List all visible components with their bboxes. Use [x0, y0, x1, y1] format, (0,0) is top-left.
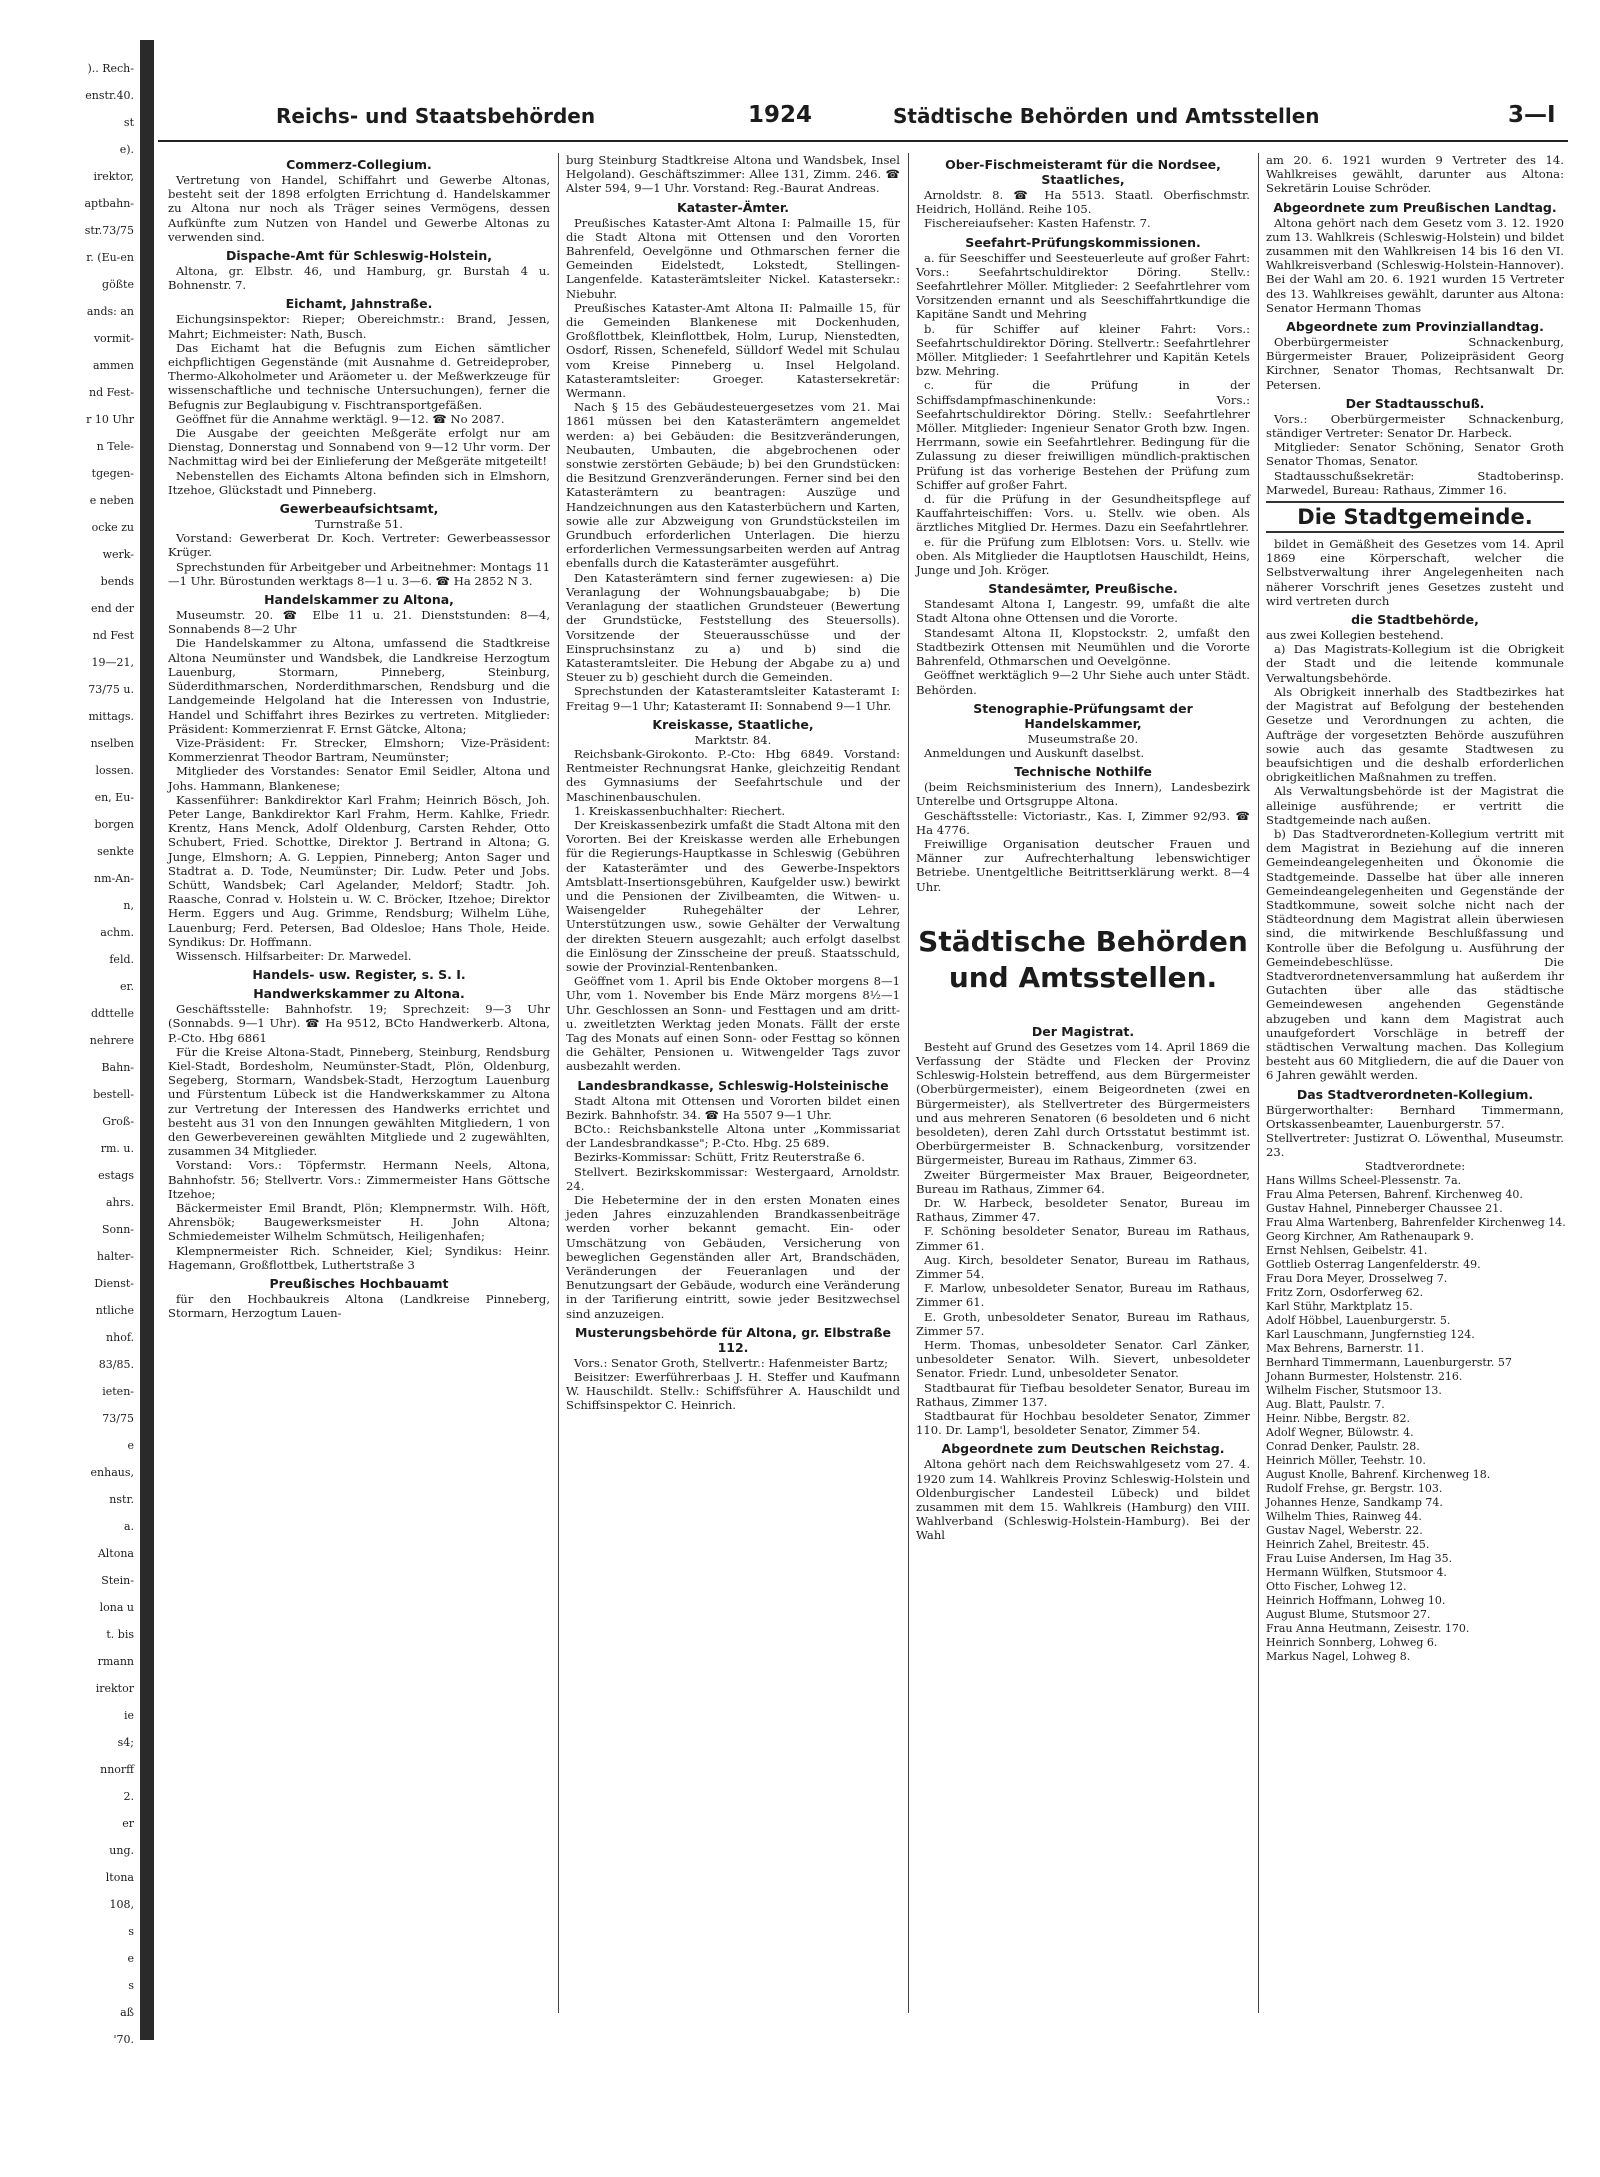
paragraph: Oberbürgermeister Schnackenburg, Bürgermeister Brauer, Polizeipräsident Georg Kirchner, Senator Thomas, Rechtsanwalt Dr. Petersen.: [1266, 335, 1564, 392]
section-heading: Preußisches Hochbauamt: [269, 1276, 449, 1292]
fragment-line: lossen.: [95, 764, 134, 777]
paragraph: Geöffnet vom 1. April bis Ende Oktober morgens 8—1 Uhr, vom 1. November bis Ende März morgens 8½—1 Uhr. Geschlossen an Sonn- und Festtagen und am dritt- u. zweitletzten Werktag jeden Monats. Fällt der erste Tag des Monats auf einen Sonn- oder Festtag so können die Gehälter, Pensionen u. Witwengelder Tags zuvor ausbezahlt werden.: [566, 974, 900, 1074]
list-item: Gottlieb Osterrag Langenfelderstr. 49.: [1266, 1257, 1481, 1271]
paragraph: Freiwillige Organisation deutscher Frauen und Männer zur Aufrechterhaltung lebenswichtiger Betriebe. Unentgeltliche Beitrittserklärung werkt. 8—4 Uhr.: [916, 836, 1250, 894]
paragraph: Besteht auf Grund des Gesetzes vom 14. April 1869 die Verfassung der Städte und Flecken der Provinz Schleswig-Holstein betreffend, aus dem Bürgermeister (Oberbürgermeister), einem Beigeordneten (zwei en Bürgermeister), als Stellvertreter des Bürgermeisters und aus mehreren Senatoren (6 besoldeten und 6 nicht besoldeten), deren Zahl durch Ortsstatut bestimmt ist. Oberbürgermeister B. Schnackenburg, vorsitzender Bürgermeister, Bureau im Rathaus, Zimmer 63.: [916, 1039, 1250, 1168]
fragment-line: nd Fest-: [89, 386, 134, 399]
section-heading: Standesämter, Preußische.: [988, 581, 1178, 597]
paragraph: Standesamt Altona II, Klopstockstr. 2, umfaßt den Stadtbezirk Ottensen mit Neumühlen und die Vororte Bahrenfeld, Othmarschen und Oevelgönne.: [916, 625, 1250, 669]
list-item: Markus Nagel, Lohweg 8.: [1266, 1649, 1411, 1663]
fragment-line: n,: [123, 899, 134, 912]
paragraph: Nach § 15 des Gebäudesteuergesetzes vom 21. Mai 1861 müssen bei den Katasterämtern angemeldet werden: a) bei Gebäuden: die Besitzveränderungen, Neubauten, Umbauten, die abgebrochenen oder sonstwie zerstörten Gebäude; b) bei den Grundstücken: die Besitzund Grenzveränderungen. Ferner sind bei den Katasterämtern zu beantragen: Auszüge und Handzeichnungen aus den Katasterbüchern und Karten, sowie alle zur Abzweigung von Grundstücksteilen im Grundbuch erforderlichen Unterlagen. Die hierzu erforderlichen Vermessungsarbeiten werden auf Antrag ebenfalls durch die Katasterämter ausgeführt.: [566, 400, 900, 571]
paragraph: 1. Kreiskassenbuchhalter: Riechert.: [574, 803, 786, 818]
paragraph: Mitglieder des Vorstandes: Senator Emil Seidler, Altona und Johs. Hammann, Blankenese;: [168, 764, 550, 793]
paragraph: e. für die Prüfung zum Elblotsen: Vors. u. Stellv. wie oben. Als Mitglieder die Hauptlotsen Hauschildt, Heins, Junge und Joh. Kröger.: [916, 534, 1250, 578]
fragment-line: ).. Rech-: [87, 62, 134, 75]
list-item: Gustav Nagel, Weberstr. 22.: [1266, 1523, 1423, 1537]
fragment-line: nselben: [90, 737, 134, 750]
fragment-line: senkte: [97, 845, 134, 858]
list-item: August Knolle, Bahrenf. Kirchenweg 18.: [1266, 1467, 1491, 1481]
fragment-line: s: [128, 1979, 134, 1992]
section-heading: Handelskammer zu Altona,: [264, 592, 454, 608]
list-item: Rudolf Frehse, gr. Bergstr. 103.: [1266, 1481, 1443, 1495]
fragment-line: bestell-: [93, 1088, 134, 1101]
fragment-line: e).: [119, 143, 134, 156]
list-item: Frau Dora Meyer, Drosselweg 7.: [1266, 1271, 1448, 1285]
paragraph: Vorstand: Gewerberat Dr. Koch. Vertreter: Gewerbeassessor Krüger.: [168, 531, 550, 560]
fragment-line: tgegen-: [91, 467, 134, 480]
list-item: Adolf Wegner, Bülowstr. 4.: [1266, 1425, 1414, 1439]
paragraph: Preußisches Kataster-Amt Altona I: Palmaille 15, für die Stadt Altona mit Ottensen und den Vororten Bahrenfeld, Oevelgönne und Othmarschen ferner die Gemeinden Eidelstedt, Lokstedt, Stellingen-Langenfelde. Katasterämtsleiter Nickel. Katastersekr.: Niebuhr.: [566, 215, 900, 301]
fragment-line: 108,: [109, 1898, 134, 1911]
paragraph: Als Verwaltungsbehörde ist der Magistrat die alleinige ausführende; er vertritt die Stadtgemeinde nach außen.: [1266, 784, 1564, 827]
fragment-line: a.: [123, 1520, 134, 1533]
paragraph: Bezirks-Kommissar: Schütt, Fritz Reuterstraße 6.: [574, 1150, 865, 1165]
fragment-line: e: [127, 1439, 134, 1452]
header-left: Reichs- und Staatsbehörden: [276, 104, 596, 128]
list-item: Fritz Zorn, Osdorferweg 62.: [1266, 1285, 1424, 1299]
fragment-line: werk-: [102, 548, 134, 561]
paragraph: burg Steinburg Stadtkreise Altona und Wandsbek, Insel Helgoland). Geschäftszimmer: Allee 131, Zimm. 246. ☎ Alster 594, 9—1 Uhr. Vorstand: Reg.-Baurat Andreas.: [566, 153, 900, 196]
fragment-line: en, Eu-: [94, 791, 134, 804]
fragment-line: ieten-: [102, 1385, 134, 1398]
list-item: Frau Luise Andersen, Im Hag 35.: [1266, 1551, 1453, 1565]
paragraph: Aug. Kirch, besoldeter Senator, Bureau im Rathaus, Zimmer 54.: [916, 1252, 1250, 1281]
paragraph: Preußisches Kataster-Amt Altona II: Palmaille 15, für die Gemeinden Blankenese mit Dockenhuden, Großflottbek, Kleinflottbek, Holm, Lurup, Nienstedten, Osdorf, Rissen, Schenefeld, Sülldorf Wedel mit Schulau vom Kreise Pinneberg u. Insel Helgoland. Katasteramtsleiter: Groeger. Katastersekretär: Wermann.: [566, 300, 900, 401]
fragment-line: ltona: [105, 1871, 134, 1884]
section-heading: Gewerbeaufsichtsamt,: [279, 501, 439, 517]
margin-fragments: [0, 55, 140, 2053]
list-item: Heinr. Nibbe, Bergstr. 82.: [1266, 1411, 1410, 1425]
fragment-line: aptbahn-: [84, 197, 134, 210]
paragraph: für den Hochbaukreis Altona (Landkreise Pinneberg, Stormarn, Herzogtum Lauen-: [168, 1292, 550, 1321]
paragraph: Altona gehört nach dem Reichswahlgesetz vom 27. 4. 1920 zum 14. Wahlkreis Provinz Schleswig-Holstein und Oldenburgischer Landesteil Lübeck) und bildet zusammen mit dem 15. Wahlkreis (Hamburg) den VIII. Wahlverband (Schleswig-Holstein-Hamburg). Bei der Wahl: [916, 1457, 1250, 1543]
section-heading: Der Stadtausschuß.: [1345, 395, 1485, 411]
fragment-line: ie: [123, 1709, 134, 1722]
fragment-line: bends: [100, 575, 134, 588]
fragment-line: 73/75 u.: [88, 683, 134, 696]
paragraph: Sprechstunden der Katasteramtsleiter Katasteramt I: Freitag 9—1 Uhr; Katasteramt II: Sonnabend 9—1 Uhr.: [566, 684, 900, 713]
section-heading: Seefahrt-Prüfungskommissionen.: [965, 234, 1201, 250]
fragment-line: ammen: [92, 359, 134, 372]
column-1: [168, 153, 550, 2013]
list-item: Wilhelm Fischer, Stutsmoor 13.: [1266, 1383, 1442, 1397]
paragraph: b) Das Stadtverordneten-Kollegium vertritt mit dem Magistrat in Beziehung auf die inneren Gemeindeangelegenheiten und Ökonomie die Stadtgemeinde. Dasselbe hat über alle inneren Gemeindeangelegenheiten und Gegenstände der Stadtkommune, soweit solche nicht nach der Städteordnung dem Magistrat allein überwiesen sind, die mitwirkende Beschlußfassung und Kontrolle über die Befolgung u. Ausführung der Gemeindebeschlüsse. Die Stadtverordnetenversammlung hat außerdem ihr Gutachten über alle das städtische Gemeindewesen angehenden Gegenstände abzugeben und kann dem Magistrat auch unaufgefordert Vorschläge in betreff der städtischen Verwaltung machen. Das Kollegium besteht aus 60 Mitgliedern, die auf die Dauer von 6 Jahren gewählt werden.: [1266, 826, 1564, 1083]
fragment-line: vormit-: [93, 332, 134, 345]
fragment-line: enhaus,: [90, 1466, 134, 1479]
section-heading: Stenographie-Prüfungsamt der Handelskammer,: [973, 700, 1193, 731]
column-divider: [1258, 153, 1259, 2013]
paragraph: Reichsbank-Girokonto. P.-Cto: Hbg 6849. Vorstand: Rentmeister Rechnungsrat Hanke, gleichzeitig Rendant des Gymnasiums der Seefahrtschule und der Maschinenbauschulen.: [566, 746, 900, 804]
section-heading: Eichamt, Jahnstraße.: [285, 296, 433, 312]
paragraph: am 20. 6. 1921 wurden 9 Vertreter des 14. Wahlkreises gewählt, darunter aus Altona: Sekretärin Louise Schröder.: [1266, 153, 1564, 196]
fragment-line: 2.: [123, 1790, 134, 1803]
fragment-line: nstr.: [109, 1493, 134, 1506]
fragment-line: achm.: [100, 926, 134, 939]
section-heading: Abgeordnete zum Provinziallandtag.: [1286, 319, 1544, 335]
fragment-line: ahrs.: [105, 1196, 134, 1209]
boxed-section-title: Die Stadtgemeinde.: [1266, 501, 1564, 533]
section-heading: Dispache-Amt für Schleswig-Holstein,: [226, 248, 492, 264]
page-number: 3—I: [1508, 102, 1556, 128]
fragment-line: r. (Eu-en: [86, 251, 134, 264]
paragraph: Herm. Thomas, unbesoldeter Senator. Carl Zänker, unbesoldeter Senator. Wilh. Sievert, unbesoldeter Senator. Friedr. Lund, unbesoldeter Senator.: [916, 1338, 1250, 1381]
paragraph: Geöffnet werktäglich 9—2 Uhr Siehe auch unter Städt. Behörden.: [916, 668, 1250, 697]
paragraph: Vors.: Oberbürgermeister Schnackenburg, ständiger Vertreter: Senator Dr. Harbeck.: [1266, 411, 1564, 441]
fragment-line: ddttelle: [91, 1007, 134, 1020]
paragraph: Dr. W. Harbeck, besoldeter Senator, Bureau im Rathaus, Zimmer 47.: [916, 1195, 1250, 1225]
fragment-line: ung.: [109, 1844, 134, 1857]
fragment-line: rm. u.: [100, 1142, 134, 1155]
paragraph: b. für Schiffer auf kleiner Fahrt: Vors.: Seefahrtschuldirektor Döring. Stellvertr.: Seefahrtlehrer Möller. Mitglieder: 1 Seefahrtlehrer und Kapitän Ketels bzw. Mehring.: [916, 321, 1250, 379]
list-item: Gustav Hahnel, Pinneberger Chaussee 21.: [1266, 1201, 1503, 1215]
section-heading: Kataster-Ämter.: [676, 199, 790, 215]
fragment-line: feld.: [109, 953, 134, 966]
section-heading: Commerz-Collegium.: [286, 157, 432, 172]
fragment-line: nnorff: [100, 1763, 134, 1776]
fragment-line: er.: [119, 980, 134, 993]
list-item: Georg Kirchner, Am Rathenaupark 9.: [1266, 1229, 1474, 1243]
list-item: August Blume, Stutsmoor 27.: [1266, 1607, 1431, 1621]
list-item: Karl Lauschmann, Jungfernstieg 124.: [1266, 1327, 1475, 1341]
paragraph: Sprechstunden für Arbeitgeber und Arbeitnehmer: Montags 11—1 Uhr. Bürostunden werktags 8—1 u. 3—6. ☎ Ha 2852 N 3.: [168, 559, 550, 588]
list-item: Johann Burmester, Holstenstr. 216.: [1266, 1369, 1463, 1383]
paragraph: Eichungsinspektor: Rieper; Obereichmstr.: Brand, Jessen, Mahrt; Eichmeister: Nath, Busch.: [168, 312, 550, 341]
paragraph: Fischereiaufseher: Kasten Hafenstr. 7.: [924, 216, 1151, 231]
paragraph: Das Eichamt hat die Befugnis zum Eichen sämtlicher eichpflichtigen Gegenstände (mit Ausnahme d. Getreideprober, Thermo-Alkoholmeter und Aräometer u. der Meßwerkzeuge für wissenschaftliche und technische Untersuchungen), ferner die Befugnis zur Beglaubigung v. Fischtransportgefäßen.: [168, 340, 550, 412]
paragraph: c. für die Prüfung in der Schiffsdampfmaschinenkunde: Vors.: Seefahrtschuldirektor Döring. Stellv.: Seefahrtlehrer Möller. Mitglieder: Ingenieur Senator Groth bzw. Ingen. Herrmann, sowie ein Seefahrtlehrer. Bedingung für die Zulassung zu dieser freiwilligen mündlich-praktischen Prüfung ist das vorherige Bestehen der Prüfung zum Schiffer auf großer Fahrt.: [916, 378, 1250, 492]
paragraph: Beisitzer: Ewerführerbaas J. H. Steffer und Kaufmann W. Hauschildt. Stellv.: Schiffsführer A. Hauschildt und Schiffsinspektor C. Heinrich.: [566, 1370, 900, 1413]
section-heading: Das Stadtverordneten-Kollegium.: [1296, 1086, 1534, 1102]
section-heading: Musterungsbehörde für Altona, gr. Elbstraße 112.: [575, 1324, 891, 1355]
paragraph: Anmeldungen und Auskunft daselbst.: [924, 745, 1145, 760]
fragment-line: lona u: [99, 1601, 134, 1614]
paragraph: Stadtbaurat für Hochbau besoldeter Senator, Zimmer 110. Dr. Lamp'l, besoldeter Senator, Zimmer 54.: [916, 1409, 1250, 1438]
fragment-line: nd Fest: [92, 629, 134, 642]
fragment-line: 19—21,: [91, 656, 134, 669]
list-item: Max Behrens, Barnerstr. 11.: [1266, 1341, 1425, 1355]
list-item: Conrad Denker, Paulstr. 28.: [1266, 1439, 1420, 1453]
section-heading: Handwerkskammer zu Altona.: [253, 986, 465, 1002]
section-heading: Kreiskasse, Staatliche,: [652, 716, 814, 732]
paragraph: E. Groth, unbesoldeter Senator, Bureau im Rathaus, Zimmer 57.: [916, 1309, 1250, 1338]
list-item: Frau Alma Petersen, Bahrenf. Kirchenweg 40.: [1266, 1187, 1523, 1201]
paragraph: bildet in Gemäßheit des Gesetzes vom 14. April 1869 eine Körperschaft, welcher die Selbstverwaltung ihrer Angelegenheiten nach näherer Vorschrift jenes Gesetzes zusteht und wird vertreten durch: [1266, 537, 1564, 608]
page-gutter: [140, 40, 154, 2040]
paragraph: Vertretung von Handel, Schiffahrt und Gewerbe Altonas, besteht seit der 1898 erfolgten Errichtung d. Handelskammer zu Altona nur noch als Träger seines Vermögens, dessen Aufkünfte zum Nutzen von Handel und Gewerbe Altonas zu verwenden sind.: [168, 173, 550, 244]
fragment-line: e: [127, 1952, 134, 1965]
centered-line: Museumstraße 20.: [1027, 731, 1139, 746]
list-item: Frau Alma Wartenberg, Bahrenfelder Kirchenweg 14.: [1266, 1215, 1566, 1229]
fragment-line: str.73/75: [84, 224, 134, 237]
list-item: Bernhard Timmermann, Lauenburgerstr. 57: [1266, 1355, 1512, 1369]
fragment-line: Altona: [97, 1547, 134, 1560]
fragment-line: t. bis: [106, 1628, 134, 1641]
paragraph: Bürgerworthalter: Bernhard Timmermann, Ortskassenbeamter, Lauenburgerstr. 57.: [1266, 1102, 1564, 1131]
list-item: Heinrich Sonnberg, Lohweg 6.: [1266, 1635, 1438, 1649]
fragment-line: Groß-: [102, 1115, 134, 1128]
paragraph: Stadtausschußsekretär: Stadtoberinsp. Marwedel, Bureau: Rathaus, Zimmer 16.: [1266, 468, 1564, 497]
fragment-line: borgen: [94, 818, 134, 831]
paragraph: Die Ausgabe der geeichten Meßgeräte erfolgt nur am Dienstag, Donnerstag und Sonnabend von 9—12 Uhr vorm. Der Nachmittag wird bei der Einlieferung der Meßgeräte mitgeteilt!: [168, 426, 550, 469]
directory-page: [158, 55, 1568, 2035]
fragment-line: ocke zu: [91, 521, 134, 534]
paragraph: Nebenstellen des Eichamts Altona befinden sich in Elmshorn, Itzehoe, Glückstadt und Pinneberg.: [168, 468, 550, 497]
list-item: Otto Fischer, Lohweg 12.: [1266, 1579, 1407, 1593]
column-4: [1266, 153, 1564, 2013]
fragment-line: ands: an: [86, 305, 134, 318]
fragment-line: s4;: [117, 1736, 134, 1749]
header-right: Städtische Behörden und Amtsstellen: [893, 104, 1320, 128]
list-item: Karl Stühr, Marktplatz 15.: [1266, 1299, 1413, 1313]
paragraph: Stadt Altona mit Ottensen und Vororten bildet einen Bezirk. Bahnhofstr. 34. ☎ Ha 5507 9—1 Uhr.: [566, 1093, 900, 1122]
paragraph: Stellvertreter: Justizrat O. Löwenthal, Museumstr. 23.: [1266, 1130, 1564, 1160]
fragment-line: Dienst-: [94, 1277, 134, 1290]
fragment-line: irektor: [95, 1682, 134, 1695]
column-3: [916, 153, 1250, 2013]
column-divider: [908, 153, 909, 2013]
fragment-line: nhof.: [106, 1331, 134, 1344]
list-item: Ernst Nehlsen, Geibelstr. 41.: [1266, 1243, 1428, 1257]
fragment-line: irektor,: [93, 170, 134, 183]
paragraph: Klempnermeister Rich. Schneider, Kiel; Syndikus: Heinr. Hagemann, Großflottbek, Luthertstraße 3: [168, 1243, 550, 1272]
fragment-line: st: [123, 116, 134, 129]
fragment-line: er: [122, 1817, 134, 1830]
fragment-line: ntliche: [95, 1304, 134, 1317]
fragment-line: estags: [98, 1169, 134, 1182]
paragraph: aus zwei Kollegien bestehend.: [1266, 628, 1444, 643]
column-2: [566, 153, 900, 2013]
paragraph: Geschäftsstelle: Victoriastr., Kas. I, Zimmer 92/93. ☎ Ha 4776.: [916, 808, 1250, 837]
paragraph: Vize-Präsident: Fr. Strecker, Elmshorn; Vize-Präsident: Kommerzienrat Theodor Bartram, Neumünster;: [168, 735, 550, 765]
list-item: Aug. Blatt, Paulstr. 7.: [1266, 1397, 1385, 1411]
centered-line: Marktstr. 84.: [694, 732, 772, 747]
list-item: Johannes Henze, Sandkamp 74.: [1266, 1495, 1443, 1509]
list-item: Hermann Wülfken, Stutsmoor 4.: [1266, 1565, 1447, 1579]
paragraph: F. Schöning besoldeter Senator, Bureau im Rathaus, Zimmer 61.: [916, 1224, 1250, 1253]
list-item: Adolf Höbbel, Lauenburgerstr. 5.: [1266, 1313, 1451, 1327]
fragment-line: end der: [91, 602, 134, 615]
paragraph: Als Obrigkeit innerhalb des Stadtbezirkes hat der Magistrat auf Befolgung der bestehenden Gesetze und Verordnungen zu achten, die Aufträge der vorgesetzten Behörde auszuführen sowie auch das gesamte Stadtwesen zu beaufsichtigen und die deshalb erforderlichen obrigkeitlichen Maßnahmen zu treffen.: [1266, 684, 1564, 785]
list-item: Heinrich Zahel, Breitestr. 45.: [1266, 1537, 1430, 1551]
column-divider: [558, 153, 559, 2013]
fragment-line: aß: [120, 2006, 134, 2019]
section-heading: Der Magistrat.: [1031, 1023, 1135, 1039]
paragraph: Vors.: Senator Groth, Stellvertr.: Hafenmeister Bartz;: [574, 1355, 888, 1370]
header-year: 1924: [748, 102, 813, 128]
section-heading: Ober-Fischmeisteramt für die Nordsee, Staatliches,: [945, 157, 1221, 187]
fragment-line: e neben: [89, 494, 134, 507]
fragment-line: rmann: [97, 1655, 134, 1668]
section-heading: Abgeordnete zum Deutschen Reichstag.: [941, 1441, 1225, 1457]
section-heading: die Stadtbehörde,: [1351, 612, 1479, 628]
fragment-line: enstr.40.: [85, 89, 134, 102]
paragraph: Stellvert. Bezirkskommissar: Westergaard, Arnoldstr. 24.: [566, 1164, 900, 1193]
paragraph: F. Marlow, unbesoldeter Senator, Bureau im Rathaus, Zimmer 61.: [916, 1281, 1250, 1310]
centered-line: Turnstraße 51.: [314, 517, 403, 532]
fragment-line: n Tele-: [96, 440, 134, 453]
list-item: Hans Willms Scheel-Plessenstr. 7a.: [1266, 1173, 1462, 1187]
paragraph: BCto.: Reichsbankstelle Altona unter „Kommissariat der Landesbrandkasse"; P.-Cto. Hbg. 25 689.: [566, 1122, 900, 1151]
paragraph: Geöffnet für die Annahme werktägl. 9—12. ☎ No 2087.: [176, 411, 505, 426]
section-heading: Landesbrandkasse, Schleswig-Holsteinische: [577, 1077, 889, 1093]
paragraph: (beim Reichsministerium des Innern), Landesbezirk Unterelbe und Ortsgruppe Altona.: [916, 780, 1250, 809]
paragraph: Wissensch. Hilfsarbeiter: Dr. Marwedel.: [176, 948, 412, 963]
fragment-line: s: [128, 1925, 134, 1938]
fragment-line: Sonn-: [101, 1223, 134, 1236]
major-section-title: Städtische Behörden und Amtsstellen.: [918, 924, 1248, 994]
centered-line: Stadtverordnete:: [1364, 1159, 1466, 1174]
fragment-line: Bahn-: [101, 1061, 134, 1074]
fragment-line: mittags.: [88, 710, 134, 723]
list-item: Heinrich Möller, Teehstr. 10.: [1266, 1453, 1426, 1467]
list-item: Heinrich Hoffmann, Lohweg 10.: [1266, 1593, 1446, 1607]
fragment-line: halter-: [96, 1250, 134, 1263]
paragraph: d. für die Prüfung in der Gesundheitspflege auf Kauffahrteischiffen: Vors. u. Stellv. wie oben. Als ärztliches Mitglied Dr. Hermes. Dazu ein Seefahrtlehrer.: [916, 492, 1250, 535]
paragraph: Mitglieder: Senator Schöning, Senator Groth Senator Thomas, Senator.: [1266, 440, 1564, 469]
fragment-line: 73/75: [102, 1412, 134, 1425]
fragment-line: '70.: [113, 2033, 134, 2046]
paragraph: Zweiter Bürgermeister Max Brauer, Beigeordneter, Bureau im Rathaus, Zimmer 64.: [916, 1167, 1250, 1196]
paragraph: Kassenführer: Bankdirektor Karl Frahm; Heinrich Bösch, Joh. Peter Lange, Bankdirektor Karl Frahm, Herm. Kahlke, Friedr. Krentz, Hans Menck, Adolf Oldenburg, Carsten Rehder, Otto Schubert, Fried. Schottke, Direktor J. Bertrand in Altona; G. Junge, Elmshorn; A. G. Leppien, Pinneberg; Anton Sager und Stadtrat a. D. Tode, Neumünster; Dir. Ludw. Peter und Jobs. Schütt, Wandsbek; Carl Agelander, Meldorf; Stadtr. Joh. Raasche, Conrad v. Holstein u. W. C. Bröcker, Itzehoe; Direktor Herm. Eggers und Aug. Grimme, Rendsburg; Wilhelm Lühe, Lauenburg; Ferd. Petersen, Bad Oldesloe; Hans Thole, Heide. Syndikus: Dr. Hoffmann.: [168, 792, 550, 949]
fragment-line: 83/85.: [98, 1358, 134, 1371]
paragraph: Die Handelskammer zu Altona, umfassend die Stadtkreise Altona Neumünster und Wandsbek, die Landkreise Herzogtum Lauenburg, Stormarn, Pinneberg, Steinburg, Süderdithmarschen, Norderdithmarschen, Rendsburg und die Landgemeinde Helgoland hat die Interessen von Industrie, Handel und Schiffahrt ihres Bezirkes zu vertreten. Mitglieder: Präsident: Kommerzienrat F. Ernst Gätcke, Altona;: [168, 636, 550, 736]
paragraph: Für die Kreise Altona-Stadt, Pinneberg, Steinburg, Rendsburg Kiel-Stadt, Bordesholm, Neumünster-Stadt, Plön, Oldenburg, Segeberg, Stormarn, Wandsbek-Stadt, Herzogtum Lauenburg und Fürstentum Lübeck ist die Handwerkskammer zu Altona zur Vertretung der Interessen des Handwerks errichtet und besteht aus 31 von den Innungen gewählten Mitgliedern, 1 von den Gewerbevereinen gewählten Mitgliede und 2 zugewählten, zusammen 34 Mitglieder.: [168, 1044, 550, 1159]
paragraph: Arnoldstr. 8. ☎ Ha 5513. Staatl. Oberfischmstr. Heidrich, Holländ. Reihe 105.: [916, 188, 1250, 217]
fragment-line: Stein-: [101, 1574, 134, 1587]
paragraph: a. für Seeschiffer und Seesteuerleute auf großer Fahrt: Vors.: Seefahrtschuldirektor Döring. Stellv.: Seefahrtlehrer Möller. Mitglieder: 2 Seefahrtlehrer vom Vorsitzenden ernannt und als Seeschiffahrtkundige die Kapitäne Sandt und Mehring: [916, 250, 1250, 322]
list-item: Wilhelm Thies, Rainweg 44.: [1266, 1509, 1422, 1523]
paragraph: Museumstr. 20. ☎ Elbe 11 u. 21. Dienststunden: 8—4, Sonnabends 8—2 Uhr: [168, 608, 550, 637]
page-header: [158, 100, 1568, 136]
fragment-line: nehrere: [89, 1034, 134, 1047]
fragment-line: gößte: [102, 278, 134, 291]
paragraph: Der Kreiskassenbezirk umfaßt die Stadt Altona mit den Vororten. Bei der Kreiskasse werden alle Erhebungen für die Regierungs-Hauptkasse in Schleswig (Gebühren der Katasterämter und des Gewerbe-Inspektors Amtsblatt-Insertionsgebühren, Kaufgelder usw.) bewirkt und die Pensionen der Zivilbeamten, die Witwen- u. Waisengelder Ruhegehälter der Lehrer, Unterstützungen usw., sowie Gehälter der Verwaltung der direkten Steuern ausgezahlt; auch erfolgt daselbst die Einlösung der Zinsscheine der preuß. Staatsschuld, sowie der Provinzial-Rentenbanken.: [566, 817, 900, 974]
paragraph: a) Das Magistrats-Kollegium ist die Obrigkeit der Stadt und die leitende kommunale Verwaltungsbehörde.: [1266, 642, 1564, 685]
list-item: Frau Anna Heutmann, Zeisestr. 170.: [1266, 1621, 1470, 1635]
paragraph: Die Hebetermine der in den ersten Monaten eines jeden Jahres einzuzahlenden Brandkassenbeiträge werden vorher bekannt gemacht. Ein- oder Umschätzung von Gebäuden, Versicherung von beweglichen Gegenständen aller Art, Brandschäden, Veränderungen der Feueranlagen und der Benutzungsart der Gebäude, wodurch eine Veränderung in der Tarifierung eintritt, sowie jeder Besitzwechsel sind anzuzeigen.: [566, 1193, 900, 1321]
header-rule: [158, 140, 1568, 142]
section-heading: Abgeordnete zum Preußischen Landtag.: [1273, 199, 1557, 215]
paragraph: Den Katasterämtern sind ferner zugewiesen: a) Die Veranlagung der Wohnungsbauabgabe; b) Die Veranlagung der staatlichen Grundsteuer (Bewertung der Grundstücke, Feststellung des Steuersolls). Vorsitzende der Steuerausschüsse und der Einspruchsinstanz zu a) und b) sind die Katasteramtsleiter. Die Hebung der Abgabe zu a) und Steuer zu b) geschieht durch die Gemeinden.: [566, 570, 900, 685]
paragraph: Standesamt Altona I, Langestr. 99, umfaßt die alte Stadt Altona ohne Ottensen und die Vororte.: [916, 597, 1250, 626]
fragment-line: r 10 Uhr: [86, 413, 134, 426]
section-heading: Technische Nothilfe: [1014, 764, 1152, 780]
section-heading: Handels- usw. Register, s. S. I.: [252, 967, 466, 983]
previous-page-fragment: [0, 55, 140, 2046]
fragment-line: nm-An-: [94, 872, 134, 885]
paragraph: Stadtbaurat für Tiefbau besoldeter Senator, Bureau im Rathaus, Zimmer 137.: [916, 1380, 1250, 1409]
paragraph: Bäckermeister Emil Brandt, Plön; Klempnermstr. Wilh. Höft, Ahrensbök; Baugewerksmeister H. John Altona; Schmiedemeister Wilhelm Schmütsch, Heiligenhafen;: [168, 1201, 550, 1244]
paragraph: Altona gehört nach dem Gesetz vom 3. 12. 1920 zum 13. Wahlkreis (Schleswig-Holstein) und bildet zusammen mit den Wahlkreisen 14 bis 16 den VI. Wahlkreisverband (Schleswig-Holstein-Hannover). Bei der Wahl am 20. 6. 1921 wurden 15 Vertreter des 13. Wahlkreises gewählt, darunter aus Altona: Senator Hermann Thomas: [1266, 215, 1564, 315]
paragraph: Vorstand: Vors.: Töpfermstr. Hermann Neels, Altona, Bahnhofstr. 56; Stellvertr. Vors.: Zimmermeister Hans Göttsche Itzehoe;: [168, 1158, 550, 1201]
paragraph: Geschäftsstelle: Bahnhofstr. 19; Sprechzeit: 9—3 Uhr (Sonnabds. 9—1 Uhr). ☎ Ha 9512, BCto Handwerkerb. Altona, P.-Cto. Hbg 6861: [168, 1002, 550, 1045]
paragraph: Altona, gr. Elbstr. 46, und Hamburg, gr. Burstah 4 u. Bohnenstr. 7.: [168, 264, 550, 293]
